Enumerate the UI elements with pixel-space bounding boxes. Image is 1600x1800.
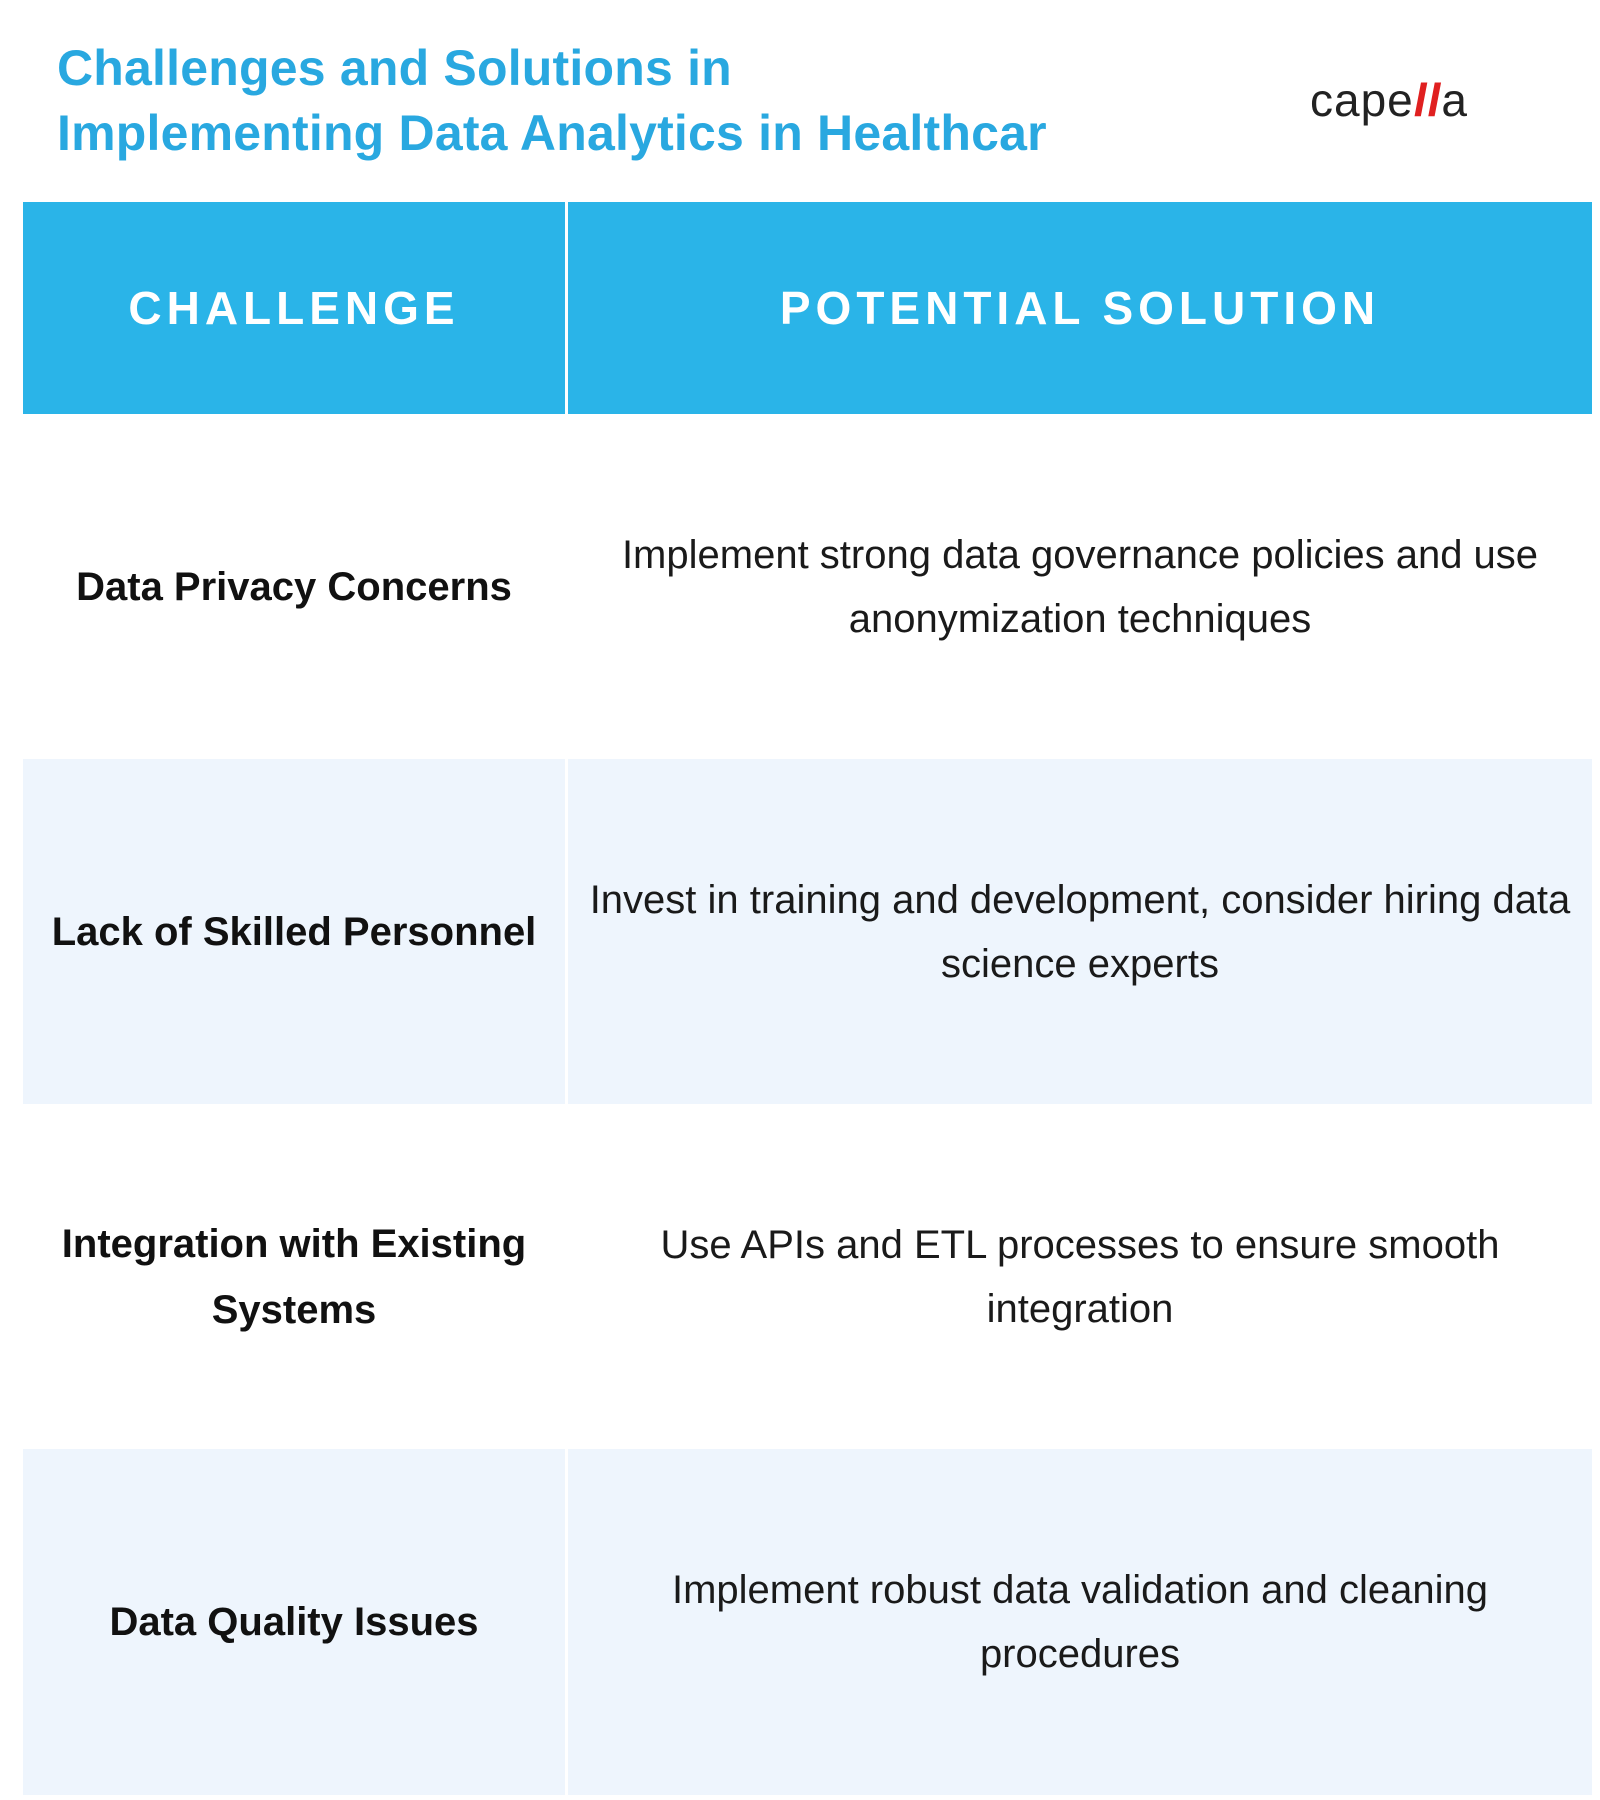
challenge-cell: Data Privacy Concerns (76, 564, 512, 609)
title-line-1: Challenges and Solutions in (57, 40, 732, 96)
table-row (23, 1449, 1592, 1795)
solution-cell: Invest in training and development, consider hiring data science experts (568, 759, 1592, 1104)
header-challenge: CHALLENGE (23, 202, 565, 414)
table-row (23, 414, 1592, 759)
logo-suffix: a (1441, 74, 1468, 126)
challenges-table (23, 202, 1592, 1795)
logo-accent: ll (1413, 74, 1442, 126)
solution-cell: Use APIs and ETL processes to ensure smooth integration (660, 1222, 1500, 1331)
challenge-cell: Lack of Skilled Personnel (23, 759, 565, 1104)
challenge-cell: Integration with Existing Systems (61, 1221, 527, 1332)
solution-cell: Implement strong data governance policies and use anonymization techniques (621, 532, 1539, 641)
header-potential-solution: POTENTIAL SOLUTION (568, 202, 1592, 414)
title-line-2: Implementing Data Analytics in Healthcar (57, 105, 1047, 161)
capella-logo (1310, 72, 1468, 128)
table-row (23, 1104, 1592, 1449)
table-header-row (23, 202, 1592, 414)
challenge-cell: Data Quality Issues (23, 1449, 565, 1795)
table-row (23, 759, 1592, 1104)
solution-cell: Implement robust data validation and cleaning procedures (568, 1449, 1592, 1795)
logo-prefix: cape (1310, 74, 1414, 126)
page-title (57, 36, 1047, 166)
